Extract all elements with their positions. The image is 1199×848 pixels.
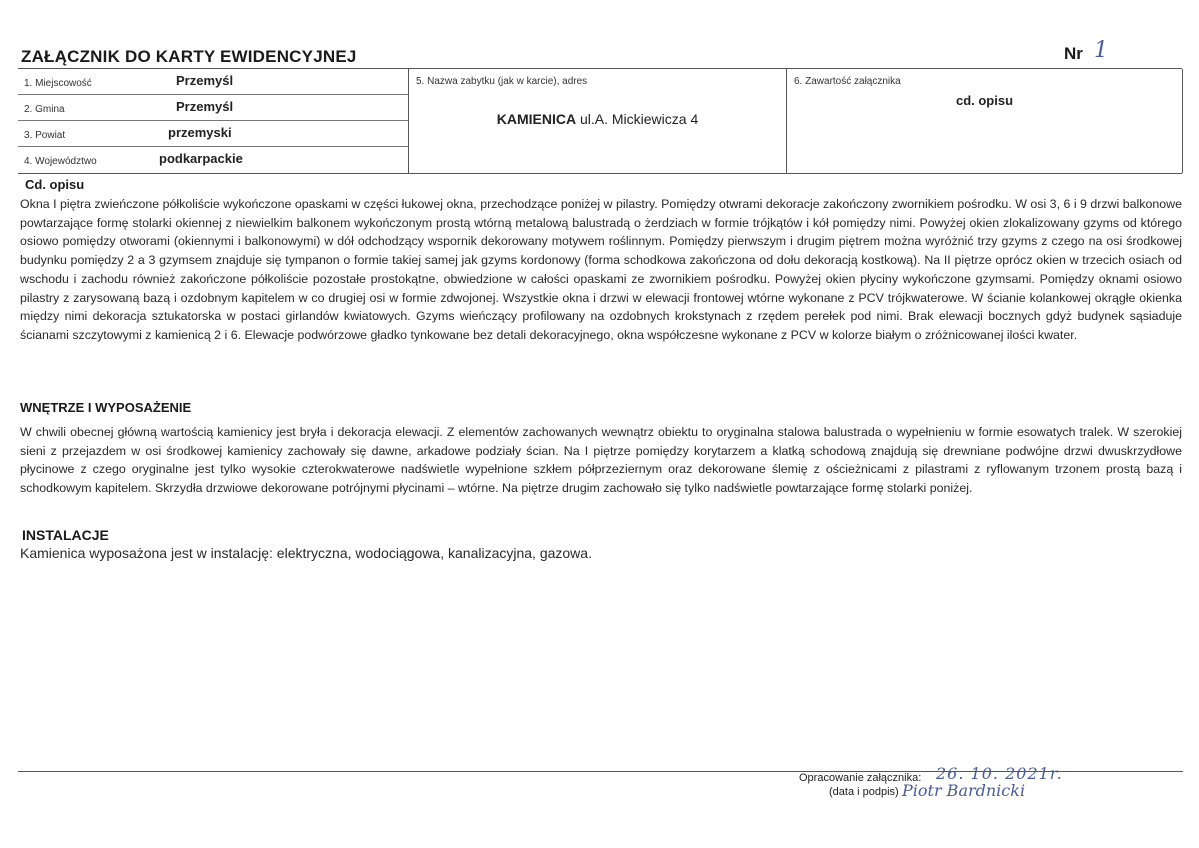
monument-name: KAMIENICA xyxy=(496,111,577,127)
handwritten-signature: Piotr Bardnicki xyxy=(902,781,1026,800)
field-value: podkarpackie xyxy=(159,151,243,166)
field-label: 5. Nazwa zabytku (jak w karcie), adres xyxy=(416,76,588,87)
field-powiat xyxy=(18,121,408,147)
field-value: Przemyśl xyxy=(176,73,234,88)
field-wojewodztwo xyxy=(18,147,408,172)
document-title: ZAŁĄCZNIK DO KARTY EWIDENCYJNEJ xyxy=(21,47,357,66)
number-value: 1 xyxy=(1094,38,1108,63)
section-heading-cd-opisu: Cd. opisu xyxy=(25,177,85,192)
monument-name-field xyxy=(409,69,787,173)
prepared-label: Opracowanie załącznika: xyxy=(799,772,922,784)
attachment-content-field xyxy=(787,69,1183,173)
monument-street: ul.A. Mickiewicza 4 xyxy=(576,111,699,127)
attachment-content-value: cd. opisu xyxy=(955,93,1014,108)
field-label: 1. Miejscowość xyxy=(24,78,92,89)
section-text-cd-opisu: Okna I piętra zwieńczone półkoliście wykończone opaskami w części łukowej okna, przechodzące poniżej w pilastry. Pomiędzy otwrami dekoracje zakończony zwornikiem pośrodku. W osi 3, 6 i 9 drzwi balkonowe powtarzające formę stolarki okiennej z niewielkim balkonem wykończonym prostą wtórną metalową balustradą o żerdziach w formie trójkątów i kół pomiędzy nimi. Powyżej okien zlokalizowany gzyms od którego osiowo pomiędzy otworami (okiennymi i balkonowymi) w dół odchodzący wspornik dekorowany motywem roślinnym. Pomiędzy pierwszym i drugim piętrem można wyróżnić trzy gzyms z czego na osi środkowej budynku pomiędzy 2 a 3 gzymsem znajduje się tympanon o formie takiej samej jak gzyms kordonowy (forma schodkowa zakończona od dołu dekoracją kostkową). Na II piętrze oprócz okien w trzecich osiach od wschodu i zachodu również zakończone półkoliście pozostałe prostokątne, obwiedzione w całości opaskami ze zwornikiem pośrodku. Powyżej okien płyciny wykończone gzymsami. Pomiędzy oknami osiowo pilastry z zarysowaną bazą i ozdobnym kapitelem w co drugiej osi w formie zdwojonej. Wszystkie okna i drzwi w elewacji frontowej wtórne wykonane z PCV trójkwaterowe. W ścianie kolankowej okrągłe okienka między nimi dekoracja sztukatorska w postaci girlandów kwiatowych. Gzyms wieńczący profilowany na ozdobnych krokstynach z rzędem perełek pod nimi. Brak elewacji bocznych gdyż budynek sąsiaduje ścianami szczytowymi z kamienicą 2 i 6. Elewacje podwórzowe gładko tynkowane bez detali dekoracyjnego, okna współczesne wykonane z PCV w kolorze białym o zróżnicowanej ilości kwater. xyxy=(20,197,1182,342)
field-value: Przemyśl xyxy=(176,99,234,114)
section-heading-wnetrze: WNĘTRZE I WYPOSAŻENIE xyxy=(20,400,192,415)
monument-address xyxy=(409,111,786,127)
header-fields-grid xyxy=(18,68,1182,174)
field-label: 4. Województwo xyxy=(24,156,97,167)
section-text-wnetrze: W chwili obecnej główną wartością kamienicy jest bryła i dekoracja elewacji. Z elementów zachowanych wewnątrz obiektu to oryginalna stalowa balustrada o wypełnieniu w formie esowatych tralek. W szerokiej sieni z przejazdem w osi środkowej kamienicy zachowały się dawne, arkadowe podziały ścian. Na I piętrze pomiędzy korytarzem a klatką schodową znajdują się drewniane podwójne drzwi dwuskrzydłowe płycinowe z czego oryginalne jest tylko wysokie czterokwaterowe nadświetle wypełnione szkłem półprzeziernym oraz dekorowane ślemię z ościeżnicami z pilastrami z ryflowanym trzonem prostą bazą i schodkowym kapitelem. Skrzydła drzwiowe dekorowane potrójnymi płycinami – wtórne. Na piętrze drugim zachowało się tylko nadświetle powtarzające formę stolarki poniżej. xyxy=(20,425,1182,496)
section-heading-instalacje: INSTALACJE xyxy=(22,527,109,543)
field-miejscowosc xyxy=(18,69,408,95)
date-sign-label: (data i podpis) xyxy=(829,786,899,798)
field-label: 3. Powiat xyxy=(24,130,66,141)
number-label: Nr xyxy=(1064,44,1083,63)
handwritten-date: 26. 10. 2021r. xyxy=(936,764,1063,783)
field-value: przemyski xyxy=(168,125,232,140)
field-label: 2. Gmina xyxy=(24,104,65,115)
section-text-instalacje: Kamienica wyposażona jest w instalację: elektryczna, wodociągowa, kanalizacyjna, gazowa. xyxy=(20,545,592,561)
field-gmina xyxy=(18,95,408,121)
location-fields xyxy=(18,69,409,173)
field-label: 6. Zawartość załącznika xyxy=(794,76,901,87)
